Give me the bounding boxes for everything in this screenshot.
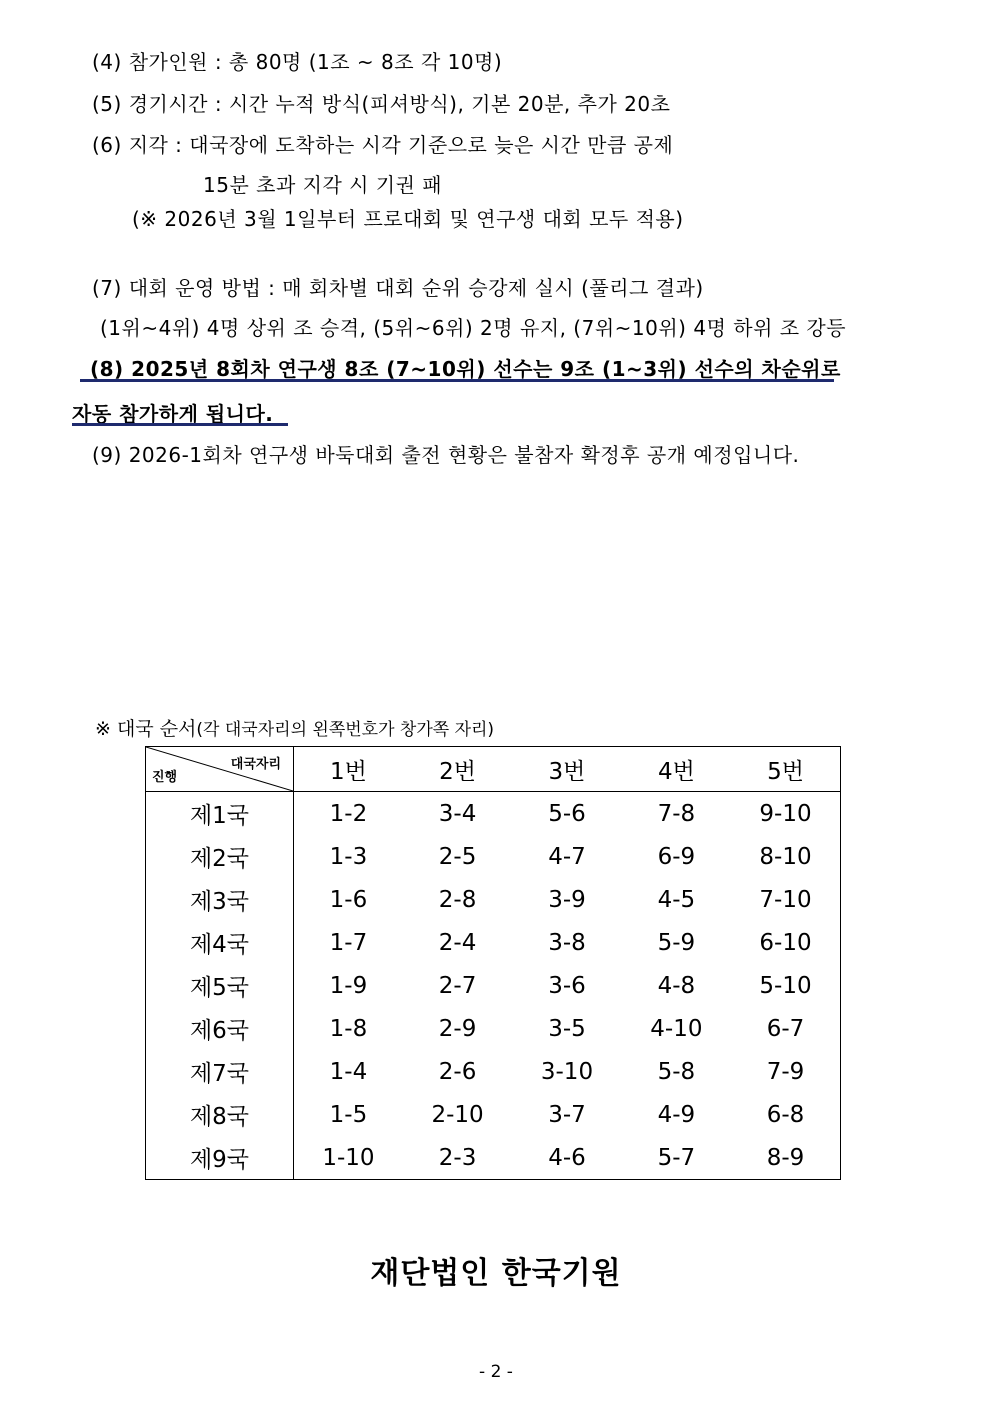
table-row (146, 921, 841, 964)
pairing-cell: 1-9 (329, 972, 368, 999)
pairing-cell: 1-10 (322, 1144, 375, 1171)
pairing-cell: 4-8 (657, 972, 696, 999)
column-header: 5번 (731, 747, 840, 792)
pairing-cell: 6-8 (766, 1101, 805, 1128)
pairing-cell: 3-6 (548, 972, 586, 999)
item-5-game-time: (5) 경기시간 : 시간 누적 방식(피셔방식), 기본 20분, 추가 20초 (92, 92, 671, 116)
pairing-cell: 3-5 (548, 1015, 586, 1042)
column-header: 1번 (294, 747, 403, 792)
round-label: 제8국 (146, 1093, 294, 1136)
page-number: - 2 - (479, 1362, 513, 1382)
pairing-cell: 1-8 (329, 1015, 368, 1042)
item-7-promotion: (1위~4위) 4명 상위 조 승격, (5위~6위) 2명 유지, (7위~10위) 4명 하위 조 강등 (100, 316, 847, 340)
pairing-cell: 4-6 (548, 1144, 586, 1171)
pairing-cell: 1-7 (329, 929, 368, 956)
table-row (146, 1136, 841, 1180)
corner-label-seat: 대국자리 (230, 757, 281, 772)
pairing-cell: 7-9 (766, 1058, 805, 1085)
pairing-cell: 4-7 (548, 843, 586, 870)
pairing-cell: 5-7 (657, 1144, 696, 1171)
item-8-underline-1 (80, 379, 834, 382)
pairing-cell: 2-3 (438, 1144, 477, 1171)
corner-label-round: 진행 (152, 770, 178, 785)
table-title (95, 714, 494, 741)
round-label: 제1국 (146, 792, 294, 836)
table-row (146, 792, 841, 836)
pairing-cell: 2-5 (438, 843, 477, 870)
pairing-cell: 1-5 (329, 1101, 368, 1128)
round-label: 제7국 (146, 1050, 294, 1093)
pairing-cell: 1-3 (329, 843, 368, 870)
pairing-cell: 8-10 (759, 843, 812, 870)
table-row (146, 878, 841, 921)
pairing-cell: 6-7 (766, 1015, 805, 1042)
table-row (146, 835, 841, 878)
organization-name: 재단법인 한국기원 (370, 1256, 622, 1291)
pairing-cell: 4-5 (657, 886, 696, 913)
pairing-cell: 1-2 (329, 800, 368, 827)
pairing-cell: 5-9 (657, 929, 696, 956)
pairing-cell: 4-10 (650, 1015, 703, 1042)
pairing-cell: 1-4 (329, 1058, 368, 1085)
pairing-cell: 7-8 (657, 800, 696, 827)
pairing-cell: 2-8 (438, 886, 477, 913)
table-title-note: (각 대국자리의 왼쪽번호가 창가쪽 자리) (196, 720, 495, 740)
item-6-note: (※ 2026년 3월 1일부터 프로대회 및 연구생 대회 모두 적용) (132, 207, 684, 231)
pairing-cell: 5-10 (759, 972, 812, 999)
item-6-forfeit: 15분 초과 지각 시 기권 패 (203, 173, 443, 197)
pairing-cell: 2-9 (438, 1015, 477, 1042)
column-header: 2번 (403, 747, 512, 792)
pairing-cell: 1-6 (329, 886, 368, 913)
item-9-status: (9) 2026-1회차 연구생 바둑대회 출전 현황은 불참자 확정후 공개 예정입니다. (92, 443, 800, 467)
round-label: 제6국 (146, 1007, 294, 1050)
pairing-cell: 3-9 (548, 886, 586, 913)
item-6-lateness: (6) 지각 : 대국장에 도착하는 시각 기준으로 늦은 시간 만큼 공제 (92, 133, 674, 157)
pairing-cell: 3-10 (540, 1058, 594, 1085)
round-label: 제9국 (146, 1136, 294, 1180)
table-corner-cell (146, 747, 294, 792)
table-header-row (146, 747, 841, 792)
item-8-line1: (8) 2025년 8회차 연구생 8조 (7~10위) 선수는 9조 (1~3위) 선수의 차순위로 (90, 357, 841, 381)
pairing-cell: 2-7 (438, 972, 477, 999)
item-8-underline-2 (72, 423, 288, 426)
pairing-cell: 2-4 (438, 929, 477, 956)
pairing-cell: 2-10 (431, 1101, 484, 1128)
pairing-cell: 2-6 (438, 1058, 477, 1085)
pairing-cell: 6-10 (759, 929, 812, 956)
pairing-cell: 3-7 (548, 1101, 586, 1128)
round-label: 제3국 (146, 878, 294, 921)
item-8-line2: 자동 참가하게 됩니다. (72, 402, 274, 426)
pairing-cell: 3-4 (438, 800, 477, 827)
table-row (146, 1093, 841, 1136)
round-label: 제4국 (146, 921, 294, 964)
pairing-cell: 5-8 (657, 1058, 696, 1085)
pairing-cell: 7-10 (759, 886, 812, 913)
column-header: 4번 (622, 747, 731, 792)
pairing-cell: 4-9 (657, 1101, 696, 1128)
game-order-table (145, 746, 841, 1180)
table-row (146, 1007, 841, 1050)
round-label: 제2국 (146, 835, 294, 878)
pairing-cell: 9-10 (759, 800, 812, 827)
table-title-prefix: ※ 대국 순서 (95, 718, 197, 740)
column-header: 3번 (512, 747, 621, 792)
item-7-operation: (7) 대회 운영 방법 : 매 회차별 대회 순위 승강제 실시 (풀리그 결과) (92, 276, 704, 300)
item-4-participants: (4) 참가인원 : 총 80명 (1조 ~ 8조 각 10명) (92, 50, 503, 74)
pairing-cell: 5-6 (548, 800, 586, 827)
round-label: 제5국 (146, 964, 294, 1007)
table-row (146, 964, 841, 1007)
pairing-cell: 3-8 (548, 929, 586, 956)
pairing-cell: 8-9 (766, 1144, 805, 1171)
pairing-cell: 6-9 (657, 843, 696, 870)
table-row (146, 1050, 841, 1093)
